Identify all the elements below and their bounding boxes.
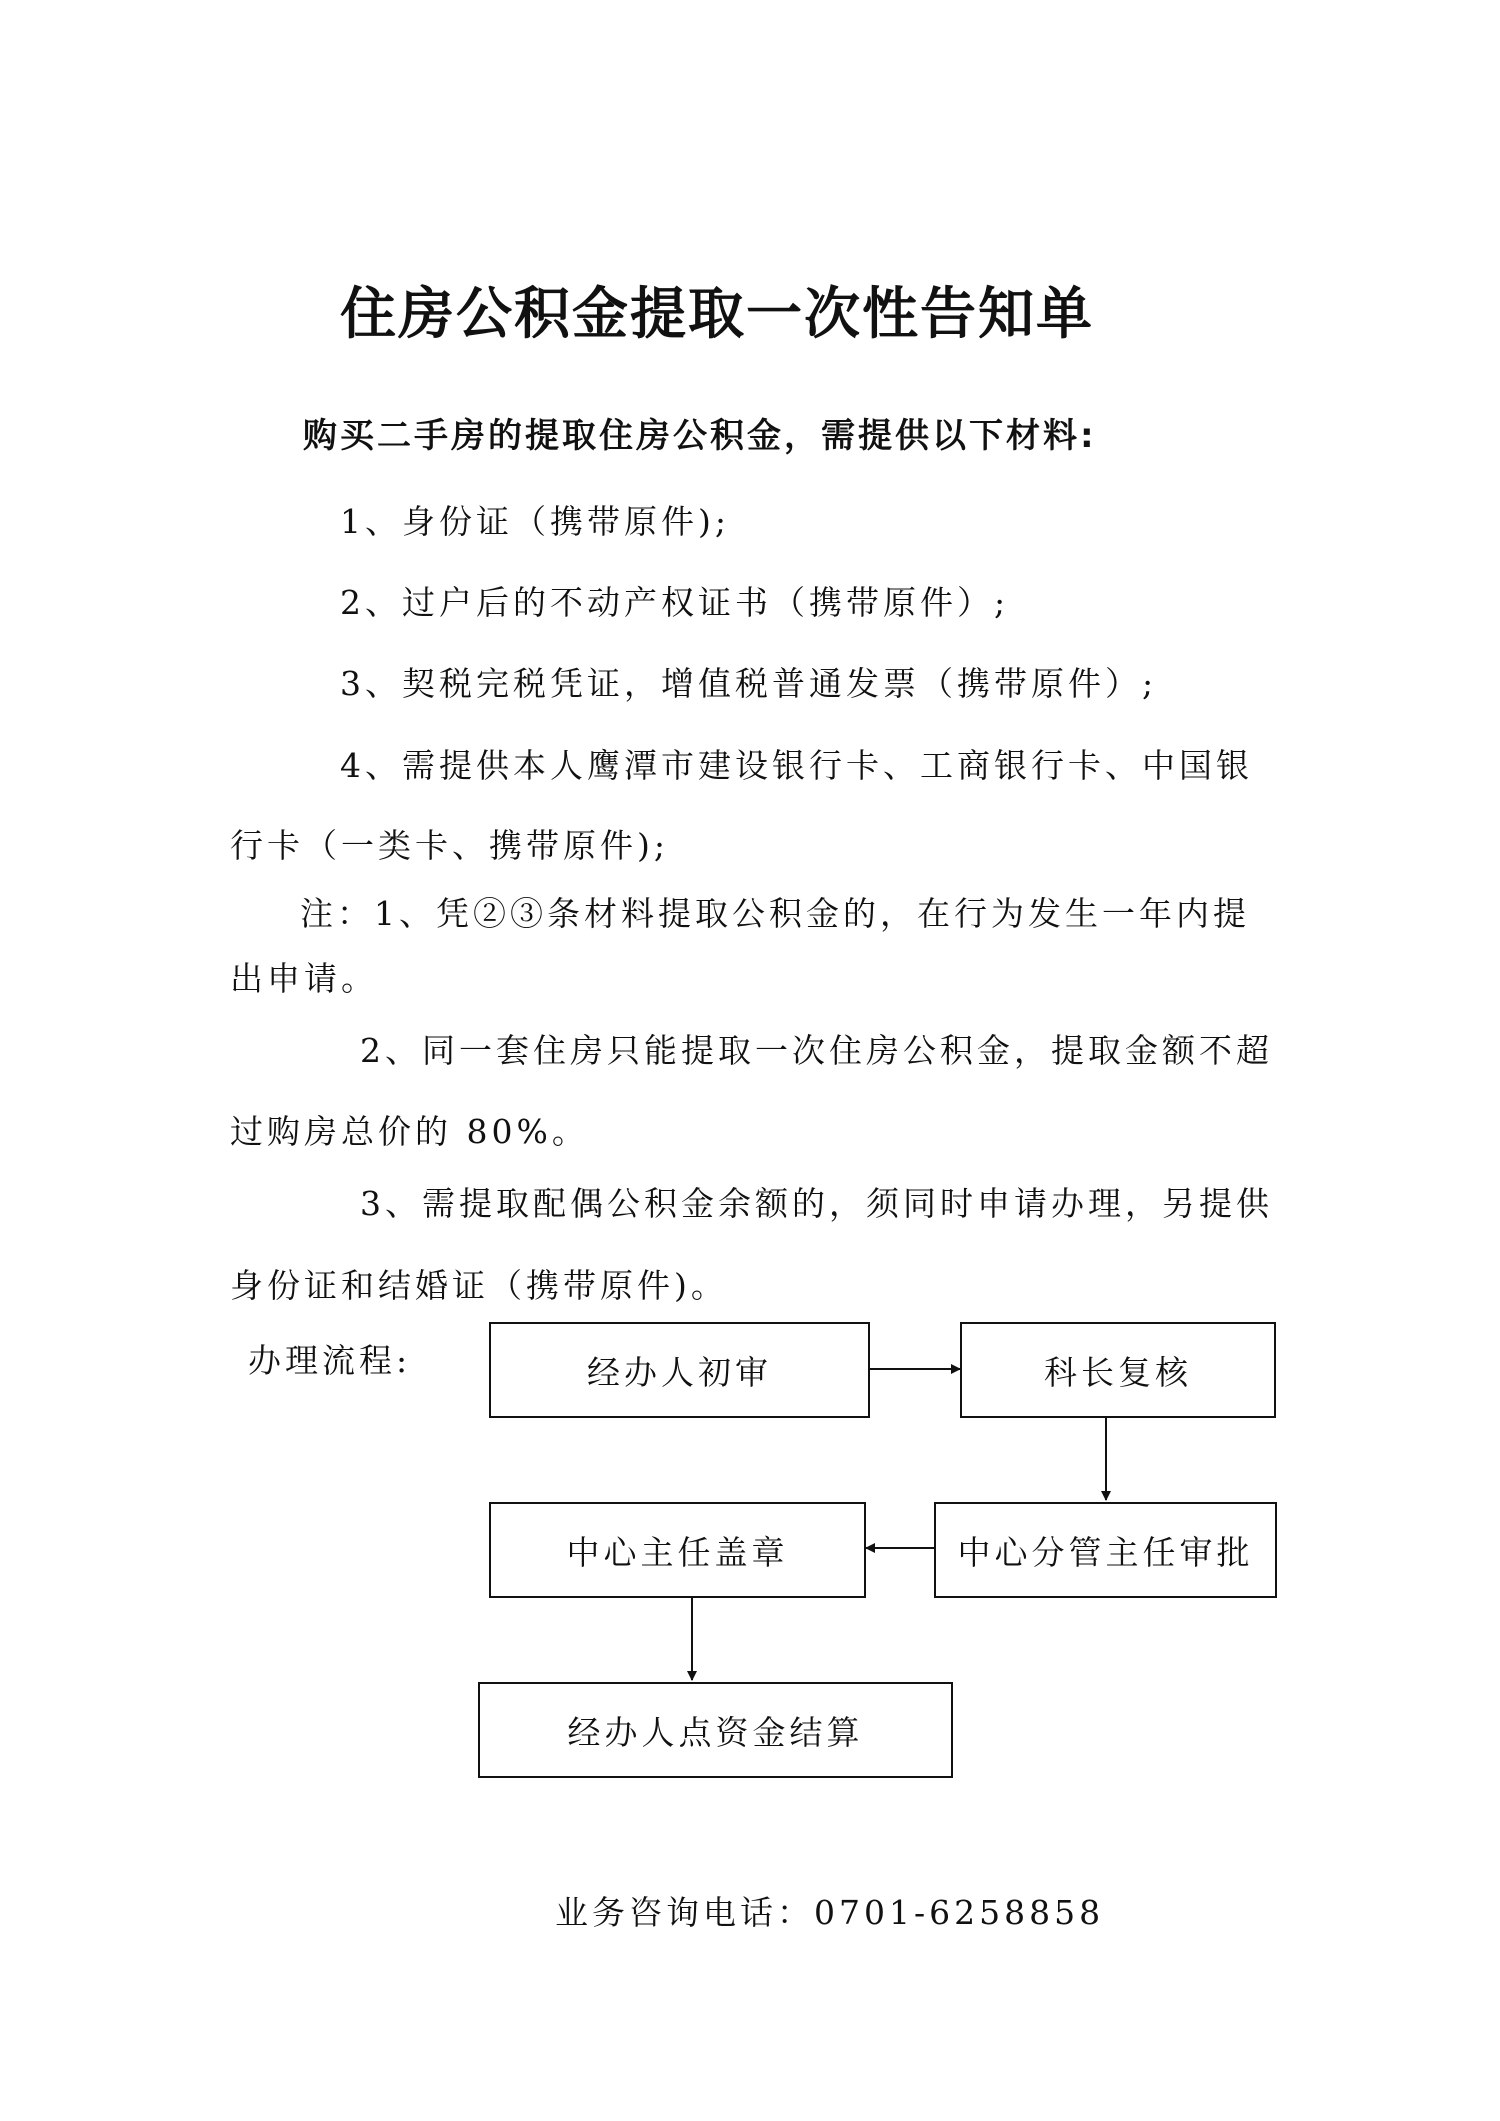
- note-1-continued: 出申请。: [230, 959, 378, 998]
- material-item-3: 3、契税完税凭证，增值税普通发票（携带原件）;: [340, 664, 1158, 703]
- consultation-phone: 业务咨询电话：0701-6258858: [555, 1893, 1105, 1932]
- materials-heading: 购买二手房的提取住房公积金，需提供以下材料:: [303, 416, 1097, 456]
- flow-step-section-chief-review: 科长复核: [960, 1322, 1276, 1418]
- material-item-4-continued: 行卡（一类卡、携带原件);: [230, 826, 669, 865]
- flow-step-initial-review: 经办人初审: [489, 1322, 870, 1418]
- note-2-continued: 过购房总价的 80%。: [230, 1112, 589, 1151]
- flow-step-fund-settlement: 经办人点资金结算: [478, 1682, 953, 1778]
- flow-step-director-seal: 中心主任盖章: [489, 1502, 866, 1598]
- flow-step-deputy-director-approval: 中心分管主任审批: [934, 1502, 1277, 1598]
- note-3: 3、需提取配偶公积金余额的，须同时申请办理，另提供: [360, 1184, 1273, 1223]
- page-title: 住房公积金提取一次性告知单: [340, 282, 1094, 347]
- note-2: 2、同一套住房只能提取一次住房公积金，提取金额不超: [360, 1031, 1273, 1070]
- material-item-4: 4、需提供本人鹰潭市建设银行卡、工商银行卡、中国银: [340, 746, 1253, 785]
- flow-label: 办理流程:: [248, 1341, 412, 1380]
- material-item-1: 1、身份证（携带原件);: [340, 502, 730, 541]
- material-item-2: 2、过户后的不动产权证书（携带原件）;: [340, 583, 1010, 622]
- note-1: 注：1、凭②③条材料提取公积金的，在行为发生一年内提: [300, 894, 1250, 933]
- note-3-continued: 身份证和结婚证（携带原件)。: [230, 1266, 728, 1305]
